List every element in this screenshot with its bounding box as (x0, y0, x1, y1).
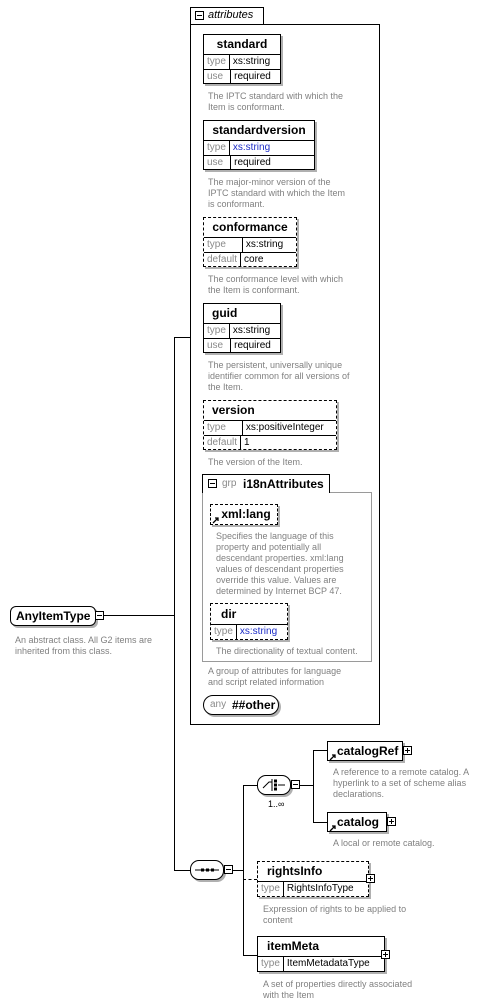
row-key: type (204, 141, 230, 155)
attribute-name: guid (212, 306, 238, 320)
element-itemmeta[interactable] (257, 936, 385, 972)
expand-icon[interactable] (403, 746, 412, 755)
collapse-icon[interactable] (208, 479, 217, 488)
sequence-icon (191, 861, 223, 879)
attribute-description: Specifies the language of this property and potentially all descendant properties. xml:lang values of descendant properties override this value. Values are determined by Internet BCP 47. (216, 531, 344, 596)
row-key: use (204, 339, 231, 353)
collapse-icon[interactable] (195, 11, 204, 20)
row-value: 1 (244, 437, 250, 448)
attribute-name: conformance (212, 220, 288, 234)
row-key: type (204, 55, 230, 69)
connector-line (174, 615, 175, 870)
attribute-name: dir (221, 607, 237, 621)
element-description: A set of properties directly associated with the Item (263, 979, 413, 1000)
element-catalog[interactable] (327, 812, 387, 832)
attribute-guid[interactable] (203, 303, 281, 353)
any-attribute[interactable] (203, 695, 279, 715)
attributes-label: attributes (208, 9, 254, 21)
attribute-description: The conformance level with which the Item is conformant. (208, 274, 344, 295)
row-key: use (204, 70, 231, 84)
element-description: Expression of rights to be applied to content (263, 904, 407, 925)
element-name: catalogRef (337, 744, 399, 758)
attribute-description: The major-minor version of the IPTC standard with which the Item is conformant. (208, 177, 346, 209)
reference-arrow-icon (212, 516, 219, 527)
connector-line (313, 750, 327, 751)
row-value: xs:string (232, 56, 271, 67)
collapse-icon[interactable] (224, 865, 233, 874)
root-description: An abstract class. All G2 items are inherited from this class. (15, 635, 153, 656)
attribute-name: standard (216, 37, 268, 51)
any-name: ##other (232, 698, 276, 712)
i18n-group-header[interactable] (202, 474, 330, 493)
collapse-icon[interactable] (291, 780, 300, 789)
row-key: type (258, 957, 284, 971)
row-value: core (244, 254, 264, 265)
row-value: xs:positiveInteger (245, 422, 324, 433)
sequence-compositor[interactable] (190, 860, 224, 880)
row-key: default (204, 436, 241, 450)
connector-line (313, 822, 327, 823)
collapse-icon[interactable] (95, 611, 104, 620)
attribute-standardversion[interactable] (203, 120, 315, 170)
connector-line (243, 785, 244, 955)
row-value: xs:string (245, 239, 284, 250)
element-name: itemMeta (267, 939, 320, 953)
row-value: required (234, 71, 271, 82)
connector-line (243, 955, 257, 956)
reference-arrow-icon (329, 753, 336, 764)
element-name: rightsInfo (267, 864, 323, 878)
row-key: type (204, 324, 230, 338)
attribute-name: standardversion (212, 123, 306, 137)
connector-line (313, 750, 314, 822)
row-value: required (234, 157, 271, 168)
element-description: A reference to a remote catalog. A hyperlink to a set of scheme alias declarations. (333, 767, 470, 799)
group-prefix: grp (222, 478, 237, 489)
attribute-standard[interactable] (203, 34, 281, 84)
attribute-dir[interactable] (210, 603, 288, 640)
type-link[interactable]: xs:string (239, 626, 278, 637)
element-catalogref[interactable] (327, 741, 403, 761)
row-value: ItemMetadataType (286, 958, 370, 969)
row-value: RightsInfoType (286, 883, 354, 894)
connector-line (104, 615, 175, 616)
row-key: use (204, 156, 231, 170)
expand-icon[interactable] (387, 817, 396, 826)
row-key: type (204, 238, 243, 252)
expand-icon[interactable] (381, 950, 390, 959)
choice-icon (258, 776, 290, 794)
group-description: A group of attributes for language and script related information (208, 666, 342, 687)
choice-compositor[interactable] (257, 775, 291, 795)
root-element-anyitemtype[interactable] (10, 606, 96, 626)
connector-line-optional (243, 879, 257, 880)
row-key: type (211, 625, 237, 639)
element-name: AnyItemType (16, 609, 91, 623)
reference-arrow-icon (329, 824, 336, 835)
type-link[interactable]: xs:string (232, 142, 271, 153)
row-value: xs:string (232, 325, 271, 336)
element-rightsinfo[interactable] (257, 861, 369, 897)
choice-cardinality: 1..∞ (268, 799, 285, 809)
attribute-description: The directionality of textual content. (216, 646, 358, 656)
attribute-name: version (212, 403, 255, 417)
row-key: type (258, 882, 284, 896)
attribute-description: The version of the Item. (208, 457, 303, 467)
attribute-description: The IPTC standard with which the Item is conformant. (208, 91, 344, 112)
expand-icon[interactable] (366, 874, 375, 883)
row-key: default (204, 253, 241, 267)
element-description: A local or remote catalog. (333, 838, 435, 848)
element-name: catalog (337, 815, 380, 829)
attribute-description: The persistent, universally unique identifier common for all versions of the Item. (208, 360, 350, 392)
connector-line (243, 785, 257, 786)
row-key: type (204, 421, 243, 435)
row-value: required (234, 340, 271, 351)
attribute-name: xml:lang (221, 507, 271, 521)
any-prefix: any (210, 699, 227, 710)
attribute-xml-lang[interactable] (210, 504, 278, 525)
connector-line (233, 870, 243, 871)
connector-line (174, 870, 190, 871)
attribute-conformance[interactable] (203, 217, 297, 267)
connector-line (174, 337, 175, 615)
attributes-header (190, 7, 264, 24)
connector-line (300, 785, 313, 786)
connector-line (174, 337, 190, 338)
attribute-version[interactable] (203, 400, 337, 450)
group-name: i18nAttributes (243, 477, 324, 491)
